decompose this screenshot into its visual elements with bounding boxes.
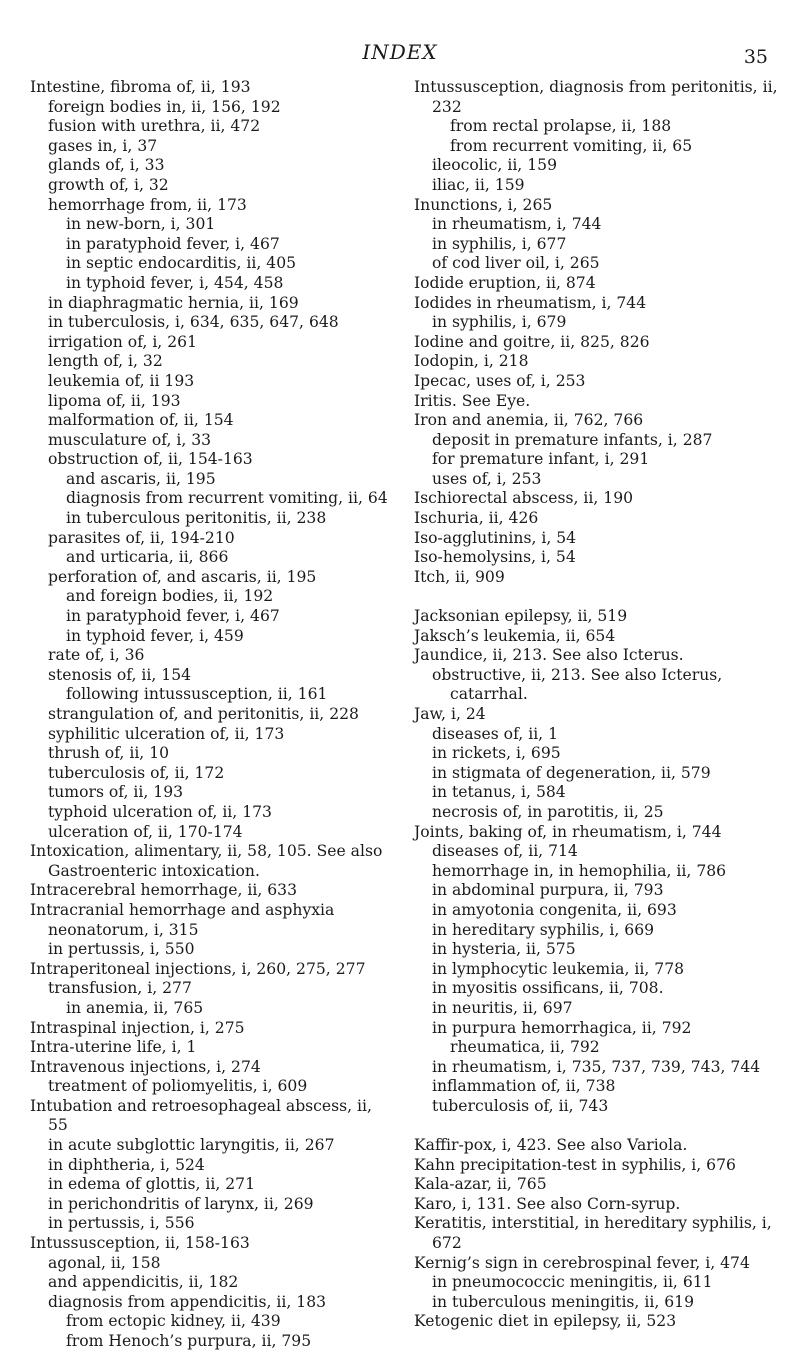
index-entry: from ectopic kidney, ii, 439	[66, 1312, 281, 1331]
index-entry: from Henoch’s purpura, ii, 795	[66, 1332, 312, 1350]
index-entry: Intestine, fibroma of, ii, 193	[30, 78, 251, 96]
index-entry: tumors of, ii, 193	[48, 783, 184, 802]
index-entry: Iodine and goitre, ii, 825, 826	[414, 332, 650, 351]
index-entry: and foreign bodies, ii, 192	[66, 587, 274, 606]
index-entry: agonal, ii, 158	[48, 1253, 161, 1272]
index-entry: Karo, i, 131. See also Corn-syrup.	[414, 1194, 681, 1213]
index-entry: in acute subglottic laryngitis, ii, 267	[48, 1136, 335, 1155]
index-entry: iliac, ii, 159	[432, 175, 525, 194]
index-entry: Jaundice, ii, 213. See also Icterus.	[414, 646, 684, 665]
index-entry: in edema of glottis, ii, 271	[48, 1175, 256, 1194]
index-entry: in stigmata of degeneration, ii, 579	[432, 763, 711, 782]
index-entry: musculature of, i, 33	[48, 430, 212, 449]
index-entry: Kernig’s sign in cerebrospinal fever, i, 474	[414, 1253, 750, 1272]
index-entry: in tetanus, i, 584	[432, 783, 566, 802]
index-entry: Intraperitoneal injections, i, 260, 275, 277	[30, 959, 366, 978]
index-entry: in pertussis, i, 556	[48, 1214, 195, 1233]
section-gap	[414, 587, 780, 607]
index-entry: Iritis. See Eye.	[414, 391, 531, 410]
index-entry: in syphilis, i, 677	[432, 234, 567, 253]
index-entry: Intravenous injections, i, 274	[30, 1057, 261, 1076]
index-entry: Ischuria, ii, 426	[414, 509, 539, 528]
index-entry: in syphilis, i, 679	[432, 313, 567, 332]
index-entry: in tuberculosis, i, 634, 635, 647, 648	[48, 313, 339, 332]
index-entry: in hysteria, ii, 575	[432, 940, 576, 959]
index-entry: lipoma of, ii, 193	[48, 391, 181, 410]
index-entry: in neuritis, ii, 697	[432, 998, 573, 1017]
index-entry: irrigation of, i, 261	[48, 332, 197, 351]
index-entry: Ketogenic diet in epilepsy, ii, 523	[414, 1312, 677, 1331]
index-entry: Kahn precipitation-test in syphilis, i, 676	[414, 1155, 736, 1174]
index-column-left	[30, 78, 396, 1352]
index-entry: thrush of, ii, 10	[48, 744, 170, 763]
index-entry: in pertussis, i, 550	[48, 940, 195, 959]
index-entry: in pneumococcic meningitis, ii, 611	[432, 1273, 713, 1292]
index-entry: in hereditary syphilis, i, 669	[432, 920, 655, 939]
index-entry: gases in, i, 37	[48, 136, 158, 155]
index-entry: in new-born, i, 301	[66, 215, 216, 234]
running-title: INDEX	[362, 40, 438, 64]
index-entry: diagnosis from appendicitis, ii, 183	[48, 1292, 327, 1311]
index-entry: in rheumatism, i, 735, 737, 739, 743, 744	[432, 1057, 761, 1076]
index-entry: tuberculosis of, ii, 172	[48, 763, 225, 782]
index-entry: Iso-agglutinins, i, 54	[414, 528, 577, 547]
index-entry: in myositis ossificans, ii, 708.	[432, 979, 664, 998]
index-entry: growth of, i, 32	[48, 175, 169, 194]
index-entry: Keratitis, interstitial, in hereditary syphilis, i, 672	[414, 1214, 772, 1253]
index-column-right	[414, 78, 780, 1352]
page-header	[0, 40, 800, 80]
index-entry: Ischiorectal abscess, ii, 190	[414, 489, 634, 508]
index-entry: in paratyphoid fever, i, 467	[66, 607, 280, 626]
index-entry: in perichondritis of larynx, ii, 269	[48, 1194, 314, 1213]
index-entry: Ipecac, uses of, i, 253	[414, 371, 586, 390]
index-entry: Iron and anemia, ii, 762, 766	[414, 411, 644, 430]
index-entry: diagnosis from recurrent vomiting, ii, 64	[66, 489, 388, 508]
index-entry: Kaffir-pox, i, 423. See also Variola.	[414, 1136, 688, 1155]
index-entry: Intoxication, alimentary, ii, 58, 105. See also Gastroenteric intoxication.	[30, 842, 383, 880]
index-entry: from rectal prolapse, ii, 188	[450, 117, 672, 136]
index-entry: in tuberculous peritonitis, ii, 238	[66, 509, 327, 528]
index-entry: Iso-hemolysins, i, 54	[414, 548, 576, 567]
index-entry: Intracerebral hemorrhage, ii, 633	[30, 881, 298, 900]
index-entry: deposit in premature infants, i, 287	[432, 430, 713, 449]
index-entry: Intraspinal injection, i, 275	[30, 1018, 245, 1037]
index-entry: parasites of, ii, 194-210	[48, 528, 235, 547]
index-entry: tuberculosis of, ii, 743	[432, 1096, 609, 1115]
index-entry: typhoid ulceration of, ii, 173	[48, 802, 272, 821]
index-entry: foreign bodies in, ii, 156, 192	[48, 97, 281, 116]
index-entry: fusion with urethra, ii, 472	[48, 117, 261, 136]
index-entry: obstruction of, ii, 154-163	[48, 450, 253, 469]
index-entry: diseases of, ii, 714	[432, 842, 578, 861]
index-entry: Iodide eruption, ii, 874	[414, 273, 596, 292]
index-entry: rheumatica, ii, 792	[450, 1038, 600, 1057]
index-entry: necrosis of, in parotitis, ii, 25	[432, 802, 664, 821]
index-entry: syphilitic ulceration of, ii, 173	[48, 724, 285, 743]
index-entry: transfusion, i, 277	[48, 979, 192, 998]
index-entry: treatment of poliomyelitis, i, 609	[48, 1077, 308, 1096]
index-entry: in tuberculous meningitis, ii, 619	[432, 1292, 694, 1311]
index-entry: following intussusception, ii, 161	[66, 685, 328, 704]
index-entry: in paratyphoid fever, i, 467	[66, 234, 280, 253]
section-gap	[414, 1116, 780, 1136]
index-entry: in rickets, i, 695	[432, 744, 561, 763]
index-entry: Iodides in rheumatism, i, 744	[414, 293, 647, 312]
index-entry: Itch, ii, 909	[414, 567, 505, 586]
index-entry: perforation of, and ascaris, ii, 195	[48, 567, 317, 586]
index-entry: for premature infant, i, 291	[432, 450, 650, 469]
index-entry: ulceration of, ii, 170-174	[48, 822, 243, 841]
index-entry: hemorrhage from, ii, 173	[48, 195, 247, 214]
index-entry: Jacksonian epilepsy, ii, 519	[414, 607, 628, 626]
index-entry: uses of, i, 253	[432, 469, 542, 488]
index-entry: in diaphragmatic hernia, ii, 169	[48, 293, 299, 312]
index-entry: Iodopin, i, 218	[414, 352, 529, 371]
index-entry: stenosis of, ii, 154	[48, 665, 192, 684]
index-entry: Intussusception, diagnosis from peritonitis, ii, 232	[414, 78, 778, 116]
index-entry: in anemia, ii, 765	[66, 998, 204, 1017]
index-entry: of cod liver oil, i, 265	[432, 254, 600, 273]
index-entry: in purpura hemorrhagica, ii, 792	[432, 1018, 692, 1037]
index-entry: in typhoid fever, i, 459	[66, 626, 244, 645]
index-entry: Joints, baking of, in rheumatism, i, 744	[414, 822, 722, 841]
index-entry: strangulation of, and peritonitis, ii, 228	[48, 705, 359, 723]
index-entry: in typhoid fever, i, 454, 458	[66, 273, 284, 292]
index-entry: in rheumatism, i, 744	[432, 215, 602, 234]
index-entry: Intracranial hemorrhage and asphyxia neonatorum, i, 315	[30, 900, 335, 939]
index-entry: Intubation and retroesophageal abscess, ii, 55	[30, 1096, 372, 1135]
index-entry: rate of, i, 36	[48, 646, 145, 665]
index-entry: Jaw, i, 24	[414, 705, 486, 723]
index-entry: Intussusception, ii, 158-163	[30, 1234, 250, 1253]
index-entry: length of, i, 32	[48, 352, 163, 371]
index-entry: malformation of, ii, 154	[48, 411, 234, 430]
index-entry: ileocolic, ii, 159	[432, 156, 557, 175]
index-entry: and urticaria, ii, 866	[66, 548, 229, 567]
index-entry: in lymphocytic leukemia, ii, 778	[432, 959, 685, 978]
index-entry: obstructive, ii, 213. See also Icterus, catarrhal.	[432, 665, 723, 704]
index-entry: in abdominal purpura, ii, 793	[432, 881, 664, 900]
index-entry: inflammation of, ii, 738	[432, 1077, 616, 1096]
index-entry: Kala-azar, ii, 765	[414, 1175, 547, 1194]
index-columns	[30, 78, 780, 1352]
index-entry: in amyotonia congenita, ii, 693	[432, 900, 677, 919]
index-entry: hemorrhage in, in hemophilia, ii, 786	[432, 861, 727, 880]
index-entry: Intra-uterine life, i, 1	[30, 1038, 197, 1057]
index-entry: diseases of, ii, 1	[432, 724, 559, 743]
index-entry: glands of, i, 33	[48, 156, 165, 175]
index-entry: from recurrent vomiting, ii, 65	[450, 136, 693, 155]
page-number: 35	[743, 46, 768, 68]
index-entry: in diphtheria, i, 524	[48, 1155, 205, 1174]
index-entry: Jaksch’s leukemia, ii, 654	[414, 626, 616, 645]
index-entry: in septic endocarditis, ii, 405	[66, 254, 297, 273]
index-entry: leukemia of, ii 193	[48, 371, 195, 390]
index-entry: Inunctions, i, 265	[414, 195, 553, 214]
index-entry: and ascaris, ii, 195	[66, 469, 216, 488]
index-entry: and appendicitis, ii, 182	[48, 1273, 239, 1292]
